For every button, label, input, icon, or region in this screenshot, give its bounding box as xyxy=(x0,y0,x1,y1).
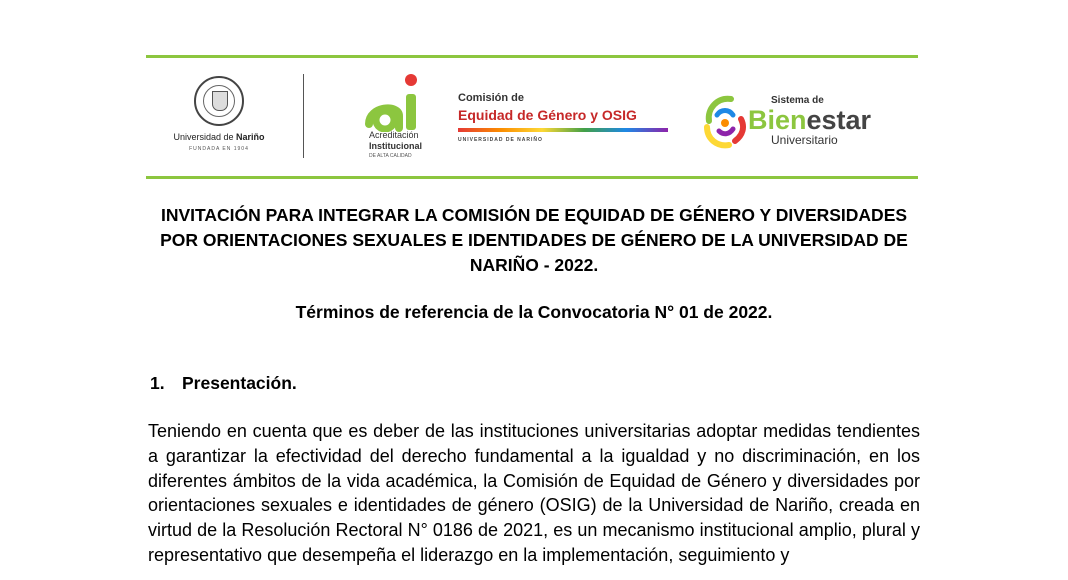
comision-line3: UNIVERSIDAD DE NARIÑO xyxy=(458,137,543,143)
ai-line3: DE ALTA CALIDAD xyxy=(369,153,412,159)
university-name: Universidad de Nariño xyxy=(173,132,265,142)
rainbow-bar xyxy=(458,128,668,132)
universidad-narino-logo xyxy=(164,76,264,166)
header-logos xyxy=(146,62,918,172)
section-heading xyxy=(150,371,297,396)
comision-equidad-logo xyxy=(456,92,686,152)
document-subtitle: Términos de referencia de la Convocatoria N° 01 de 2022. xyxy=(295,302,773,322)
section-title: Presentación. xyxy=(182,373,297,393)
bienestar-swirl-icon xyxy=(701,87,749,162)
section-number: 1. xyxy=(150,373,165,393)
bienestar-line3: Universitario xyxy=(771,133,838,147)
ai-line2: Institucional xyxy=(369,141,423,151)
university-founded: FUNDADA EN 1904 xyxy=(189,146,249,152)
header-bottom-rule xyxy=(146,176,918,179)
acreditacion-logo xyxy=(361,72,431,167)
bienestar-line1: Sistema de xyxy=(771,95,824,106)
comision-line1: Comisión de xyxy=(458,92,525,104)
bienestar-logo xyxy=(701,87,876,162)
comision-line2: Equidad de Género y OSIG xyxy=(458,107,637,123)
document-title: INVITACIÓN PARA INTEGRAR LA COMISIÓN DE EQUIDAD DE GÉNERO Y DIVERSIDADES POR ORIENTACIONES SEXUALES E IDENTIDADES DE GÉNERO DE LA UNIVERSIDAD DE NARIÑO - 2022. xyxy=(160,205,908,275)
ai-mark-icon xyxy=(361,72,431,132)
logo-divider xyxy=(303,74,304,158)
bienestar-wordmark: Bienestar xyxy=(748,105,872,135)
header-top-rule xyxy=(146,55,918,58)
presentation-paragraph: Teniendo en cuenta que es deber de las instituciones universitarias adoptar medidas tendientes a garantizar la efectividad del derecho fundamental a la igualdad y no discriminación, en los diferentes ámbitos de la vida académica, la Comisión de Equidad de Género y diversidades por orientaciones sexuales e identidades de género (OSIG) de la Universidad de Nariño, creada en virtud de la Resolución Rectoral N° 0186 de 2021, es un mecanismo institucional amplio, plural y representativo que desempeña el liderazgo en la implementación, seguimiento y xyxy=(148,421,920,565)
ai-line1: Acreditación xyxy=(369,130,419,140)
university-seal-icon xyxy=(194,76,244,126)
